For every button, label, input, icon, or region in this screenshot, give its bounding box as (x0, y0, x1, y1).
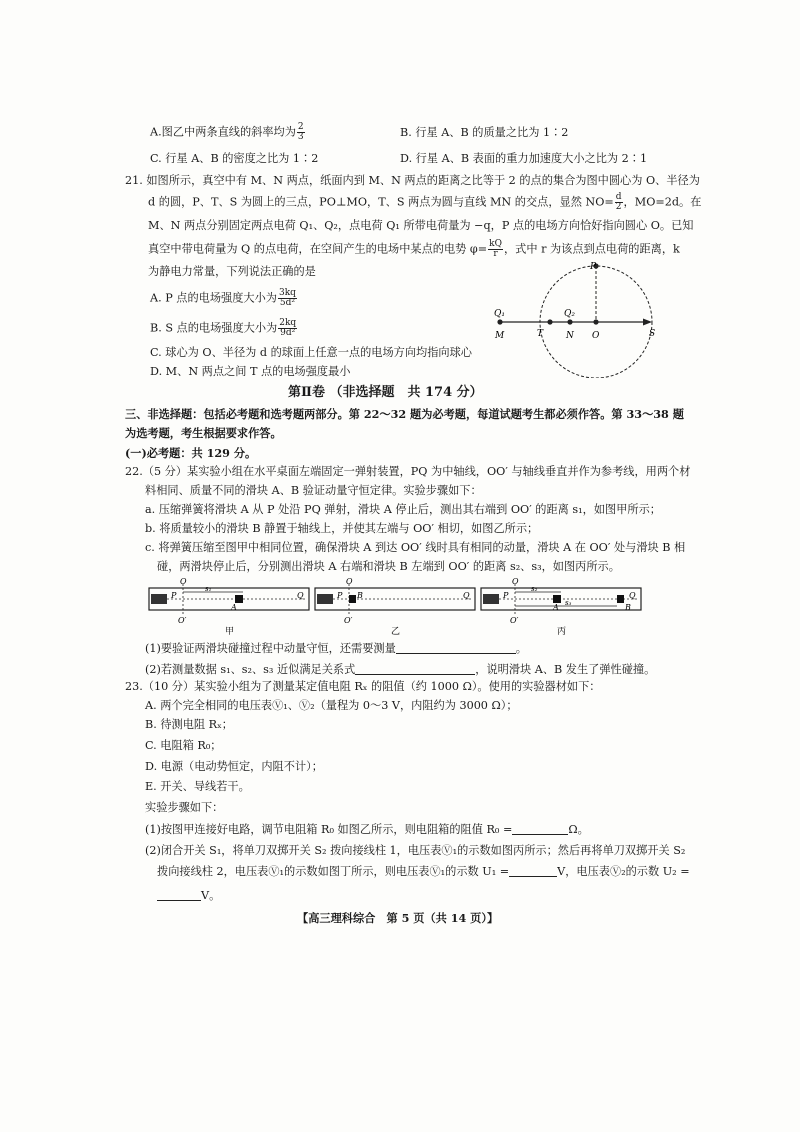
q21-stem-line-2 (148, 193, 701, 212)
label-p: P (337, 591, 343, 600)
fraction-denominator: 9d² (280, 328, 296, 338)
answer-blank[interactable] (355, 662, 475, 675)
label-a: A (231, 603, 237, 612)
q22-figures (145, 578, 655, 636)
fraction-numerator: d (615, 192, 622, 202)
slider-b (617, 595, 624, 603)
q22-part-2-end: ，说明滑块 A、B 发生了弹性碰撞。 (475, 663, 656, 676)
q21-stem-text: ，MO=2d。在 (623, 195, 702, 209)
page-footer: 【高三理科综合 第 5 页（共 14 页）】 (297, 911, 499, 925)
point-m (497, 319, 502, 324)
label-q: Q (297, 591, 304, 600)
q23-step-1-text: (1)按图甲连接好电路，调节电阻箱 R₀ 如图乙所示，则电阻箱的阻值 R₀ = (145, 823, 513, 836)
label-s: S (649, 329, 656, 339)
q23-step-2-text: V，电压表Ⓥ₂的示数 U₂ = (557, 865, 690, 878)
figure-bing (481, 578, 641, 636)
q21-option-d: D. M、N 两点之间 T 点的电场强度最小 (150, 365, 351, 378)
answer-blank[interactable] (396, 641, 516, 654)
q23-step-2-line-3 (157, 888, 220, 904)
q22-part-2-text: (2)若测量数据 s₁、s₂、s₃ 近似满足关系式 (145, 663, 356, 676)
fraction-numerator: 2 (297, 122, 304, 132)
slider-b (349, 595, 356, 603)
q21-stem-text: d 的圆，P、T、S 为圆上的三点，PO⊥MO，T、S 两点为圆与直线 MN 的交点，显然 NO= (148, 195, 614, 209)
slider-a (235, 595, 243, 603)
q20-option-b: B. 行星 A、B 的质量之比为 1∶2 (400, 126, 569, 139)
q21-option-b-text: B. S 点的电场强度大小为 (150, 321, 278, 335)
q23-step-1-unit: Ω。 (568, 823, 589, 836)
label-q1: Q₁ (494, 309, 505, 319)
fraction-denominator: 3 (297, 132, 304, 142)
launcher (151, 594, 167, 604)
figure-yi (315, 578, 475, 636)
fraction-numerator: 2kq (279, 318, 297, 328)
q21-fraction-no (615, 193, 623, 212)
q20-option-c: C. 行星 A、B 的密度之比为 1∶2 (150, 152, 319, 165)
q22-part-2 (145, 662, 655, 678)
q23-step-2-text: 拨向接线柱 2，电压表Ⓥ₁的示数如图丁所示，则电压表Ⓥ₁的示数 U₁ = (157, 865, 510, 878)
label-s3: s₃ (565, 599, 572, 607)
q22-stem-line-2: 料相同、质量不同的滑块 A、B 验证动量守恒定律。实验步骤如下： (145, 484, 482, 497)
label-s1: s₁ (205, 585, 212, 593)
q21-stem-line-3: M、N 两点分别固定两点电荷 Q₁、Q₂，点电荷 Q₁ 所带电荷量为 −q，P 点的电场方向恰好指向圆心 O。已知 (148, 219, 694, 232)
section-2-intro-line-2: 为选考题，考生根据要求作答。 (125, 426, 282, 440)
q22-part-1 (145, 641, 527, 657)
q21-circle-diagram (480, 258, 670, 378)
label-b: B (357, 591, 363, 600)
launcher (483, 594, 499, 604)
axis-arrow (643, 319, 652, 326)
caption-bing: 丙 (557, 627, 567, 636)
q22-step-a: a. 压缩弹簧将滑块 A 从 P 处沿 PQ 弹射，滑块 A 停止后，测出其右端到 OO′ 的距离 s₁，如图甲所示； (145, 503, 661, 516)
label-o: O (512, 578, 519, 586)
point-n (567, 319, 572, 324)
fraction-denominator: 2 (615, 202, 622, 212)
launcher (317, 594, 333, 604)
fraction-denominator: 5d² (279, 298, 295, 308)
q21-option-a-text: A. P 点的电场强度大小为 (150, 291, 277, 305)
figure-jia (149, 578, 309, 636)
q23-step-1 (145, 822, 589, 838)
q22-step-b: b. 将质量较小的滑块 B 静置于轴线上，并使其左端与 OO′ 相切，如图乙所示； (145, 522, 539, 535)
label-s2: s₂ (531, 585, 538, 593)
label-o: O (180, 578, 187, 586)
q20-option-a-text: A.图乙中两条直线的斜率均为 (150, 125, 296, 139)
label-o-prime: O′ (178, 616, 187, 625)
label-t: T (537, 329, 544, 339)
q20-option-a (150, 123, 306, 142)
label-q: Q (629, 591, 636, 600)
q23-equipment-b: B. 待测电阻 Rₓ； (145, 718, 233, 731)
point-t (547, 319, 552, 324)
q21-stem-line-5: 为静电力常量，下列说法正确的是 (148, 265, 316, 278)
label-a: A (553, 603, 559, 612)
label-b: B (625, 603, 631, 612)
q23-steps-heading: 实验步骤如下： (145, 801, 224, 814)
fraction-numerator: 3kq (278, 288, 296, 298)
caption-yi: 乙 (391, 627, 401, 636)
label-p: P (590, 262, 597, 272)
label-n: N (566, 331, 574, 341)
label-o-prime: O′ (510, 616, 519, 625)
answer-blank-u1[interactable] (509, 864, 557, 877)
label-q: Q (463, 591, 470, 600)
q22-step-c-line-2: 碰，两滑块停止后，分别测出滑块 A 右端和滑块 B 左端到 OO′ 的距离 s₂、s₃，如图丙所示。 (157, 560, 620, 573)
q23-equipment-e: E. 开关、导线若干。 (145, 780, 250, 793)
q23-equipment-c: C. 电阻箱 R₀； (145, 739, 222, 752)
section-2-title: 第Ⅱ卷 （非选择题 共 174 分） (288, 385, 483, 400)
q22-part-1-end: 。 (515, 642, 527, 655)
label-o-prime: O′ (344, 616, 353, 625)
q20-option-a-fraction (297, 123, 305, 142)
label-m: M (495, 331, 505, 341)
q21-option-a-fraction (278, 289, 297, 308)
q23-stem-line-1: 23.（10 分）某实验小组为了测量某定值电阻 Rₓ 的阻值（约 1000 Ω）。使用的实验器材如下： (125, 680, 601, 693)
point-o (593, 319, 598, 324)
q23-step-2-unit: V。 (201, 889, 221, 902)
label-p: P (503, 591, 509, 600)
q21-stem-line-1: 21. 如图所示，真空中有 M、N 两点，纸面内到 M、N 两点的距离之比等于 2 的点的集合为图中圆心为 O、半径为 (125, 174, 700, 187)
q21-option-b-fraction (278, 319, 297, 338)
caption-jia: 甲 (225, 627, 235, 636)
q21-fraction-potential (488, 240, 503, 259)
q22-stem-line-1: 22.（5 分）某实验小组在水平桌面左端固定一弹射装置，PQ 为中轴线，OO′ 与轴线垂直并作为参考线，用两个材 (125, 465, 691, 478)
fraction-numerator: kQ (489, 239, 502, 249)
q21-option-b (150, 319, 298, 338)
q22-part-1-text: (1)要验证两滑块碰撞过程中动量守恒，还需要测量 (145, 642, 396, 655)
q20-option-d: D. 行星 A、B 表面的重力加速度大小之比为 2∶1 (400, 152, 648, 165)
fraction-denominator: r (493, 249, 498, 259)
required-questions-heading: (一)必考题：共 129 分。 (125, 446, 257, 460)
answer-blank-u2[interactable] (157, 888, 201, 901)
q23-equipment-d: D. 电源（电动势恒定，内阻不计）； (145, 760, 323, 773)
label-p: P (171, 591, 177, 600)
q23-step-2-line-2 (157, 864, 690, 880)
q21-stem-line-4 (148, 240, 680, 259)
q21-option-a (150, 289, 298, 308)
q21-option-c: C. 球心为 O、半径为 d 的球面上任意一点的电场方向均指向球心 (150, 346, 472, 359)
q21-stem-text: ，式中 r 为该点到点电荷的距离，k (503, 242, 680, 256)
q21-stem-text: 真空中带电荷量为 Q 的点电荷，在空间产生的电场中某点的电势 φ= (148, 242, 488, 256)
q23-step-2-line-1: (2)闭合开关 S₁，将单刀双掷开关 S₂ 拨向接线柱 1，电压表Ⓥ₁的示数如图丙所示；然后再将单刀双掷开关 S₂ (145, 844, 686, 857)
label-q2: Q₂ (564, 309, 575, 319)
slider-a (553, 595, 561, 603)
q23-equipment-a: A. 两个完全相同的电压表Ⓥ₁、Ⓥ₂（量程为 0～3 V，内阻约为 3000 Ω）； (145, 699, 518, 712)
answer-blank[interactable] (512, 822, 568, 835)
label-o: O (346, 578, 353, 586)
label-o: O (592, 331, 600, 341)
section-2-intro-line-1: 三、非选择题：包括必考题和选考题两部分。第 22～32 题为必考题，每道试题考生都必须作答。第 33～38 题 (125, 407, 684, 421)
q22-step-c-line-1: c. 将弹簧压缩至图甲中相同位置，确保滑块 A 到达 OO′ 线时具有相同的动量，滑块 A 在 OO′ 处与滑块 B 相 (145, 541, 686, 554)
